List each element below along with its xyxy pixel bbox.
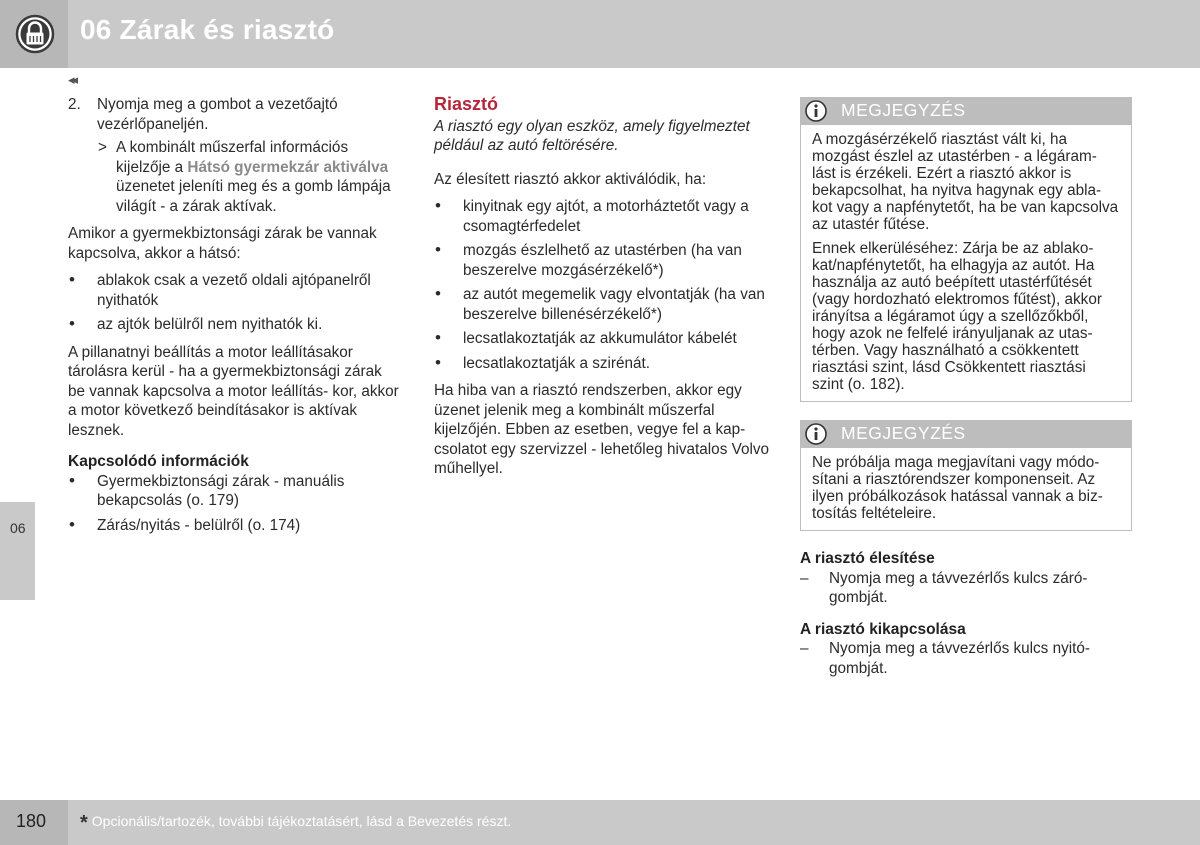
list-item: • ablakok csak a vezető oldali ajtópanelről nyithatók xyxy=(68,271,400,310)
padlock-icon xyxy=(15,14,55,54)
note-body xyxy=(801,448,1131,530)
column-left xyxy=(68,95,400,543)
list-item: • lecsatlakoztatják az akkumulátor kábelét xyxy=(434,329,770,349)
note-box xyxy=(800,97,1132,402)
numbered-step xyxy=(68,95,400,134)
info-icon xyxy=(805,423,827,445)
section-heading: Riasztó xyxy=(434,94,499,114)
list-item: • mozgás észlelhető az utastérben (ha van beszerelve mozgásérzékelő*) xyxy=(434,241,770,280)
page-number: 180 xyxy=(16,811,47,831)
footer-note-text: Opcionális/tartozék, további tájékoztatásért, lásd a Bevezetés részt. xyxy=(91,813,512,829)
trigger-list xyxy=(434,197,770,373)
arm-heading: A riasztó élesítése xyxy=(800,550,935,567)
paragraph: A pillanatnyi beállítás a motor leállításakor tárolásra kerül - ha a gyermekbiztonsági zárak be vannak kapcsolva a motor leállítás- kor, akkor a motor következő beindításakor is aktívak lesznek. xyxy=(68,343,399,439)
paragraph: Amikor a gyermekbiztonsági zárak be vannak kapcsolva, akkor a hátsó: xyxy=(68,225,377,262)
list-item: • lecsatlakoztatják a szirénát. xyxy=(434,354,770,374)
step-item: – Nyomja meg a távvezérlős kulcs záró- gombját. xyxy=(800,569,1132,608)
list-item: • kinyitnak egy ajtót, a motorháztetőt vagy a csomagtérfedelet xyxy=(434,197,770,236)
result-item xyxy=(68,138,400,216)
step-number: 2. xyxy=(68,96,81,113)
arm-steps xyxy=(800,569,1132,608)
asterisk-mark: * xyxy=(80,812,88,834)
step-text: Nyomja meg a gombot a vezetőajtó vezérlőpaneljén. xyxy=(97,96,338,133)
step-item: – Nyomja meg a távvezérlős kulcs nyitó- gombját. xyxy=(800,639,1132,678)
related-link[interactable]: • Zárás/nyitás - belülről (o. 174) xyxy=(68,516,400,536)
bullet-list xyxy=(68,271,400,335)
note-header xyxy=(801,98,1131,125)
note-body xyxy=(801,125,1131,401)
note-box xyxy=(800,420,1132,531)
column-right xyxy=(800,97,1132,690)
result-arrow: > xyxy=(98,139,107,156)
info-icon xyxy=(805,100,827,122)
chapter-side-tab xyxy=(0,502,35,600)
disarm-heading: A riasztó kikapcsolása xyxy=(800,620,966,638)
section-intro: A riasztó egy olyan eszköz, amely figyelmeztet például az autó feltörésére. xyxy=(434,117,750,154)
chapter-tab-label: 06 xyxy=(10,520,26,536)
note-header xyxy=(801,421,1131,448)
result-text-pre: A kombinált műszerfal információs kijelzője a xyxy=(116,139,349,176)
note-title: MEGJEGYZÉS xyxy=(841,100,966,120)
list-item: • az autót megemelik vagy elvontatják (ha van beszerelve billenésérzékelő*) xyxy=(434,285,770,324)
column-middle xyxy=(434,95,770,487)
paragraph: Ha hiba van a riasztó rendszerben, akkor egy üzenet jelenik meg a kombinált műszerfal kijelzőjén. Ebben az esetben, vegye fel a kap- csolatot egy szervizzel - lehetőleg hivatalos Volvo műhellyel. xyxy=(434,382,770,477)
note-paragraph: Ennek elkerüléséhez: Zárja be az ablako- kat/napfénytetőt, ha elhagyja az autót. Ha használja az autó beépített utastérfűtését (vagy hordozható elektromos fűtést), akkor irányítsa a légáramot úgy a szellőzőkből, hogy azok ne felfelé irányuljanak az utas- térben. Vagy használható a csökkentett riasztási szint, lásd Csökkentett riasztási szint (o. 182). xyxy=(812,240,1102,393)
footer-note xyxy=(80,812,511,835)
page-title: 06 Zárak és riasztó xyxy=(80,14,335,45)
disarm-steps xyxy=(800,639,1132,678)
related-link[interactable]: • Gyermekbiztonsági zárak - manuális bekapcsolás (o. 179) xyxy=(68,472,400,511)
note-title: MEGJEGYZÉS xyxy=(841,423,966,443)
display-message: Hátsó gyermekzár aktiválva xyxy=(187,158,389,176)
result-text-post: üzenetet jeleníti meg és a gomb lámpája világít - a zárak aktívak. xyxy=(116,178,391,215)
list-item: • az ajtók belülről nem nyithatók ki. xyxy=(68,315,400,335)
note-paragraph: A mozgásérzékelő riasztást vált ki, ha mozgást észlel az utastérben - a légáram- lást is érzékeli. Ezért a riasztó akkor is bekapcsolhat, ha nyitva hagynak egy abla- kot vagy a napfénytetőt, ha be van kapcsolva az utastér fűtése. xyxy=(812,131,1119,233)
related-heading: Kapcsolódó információk xyxy=(68,453,249,470)
paragraph: Az élesített riasztó akkor aktiválódik, ha: xyxy=(434,170,707,188)
note-paragraph: Ne próbálja maga megjavítani vagy módo- sítani a riasztórendszer komponenseit. Az ilyen próbálkozások hatással vannak a biz- tosítás feltételeire. xyxy=(812,454,1103,522)
back-arrows-icon[interactable]: ◂◂ xyxy=(68,72,76,87)
related-list xyxy=(68,472,400,536)
